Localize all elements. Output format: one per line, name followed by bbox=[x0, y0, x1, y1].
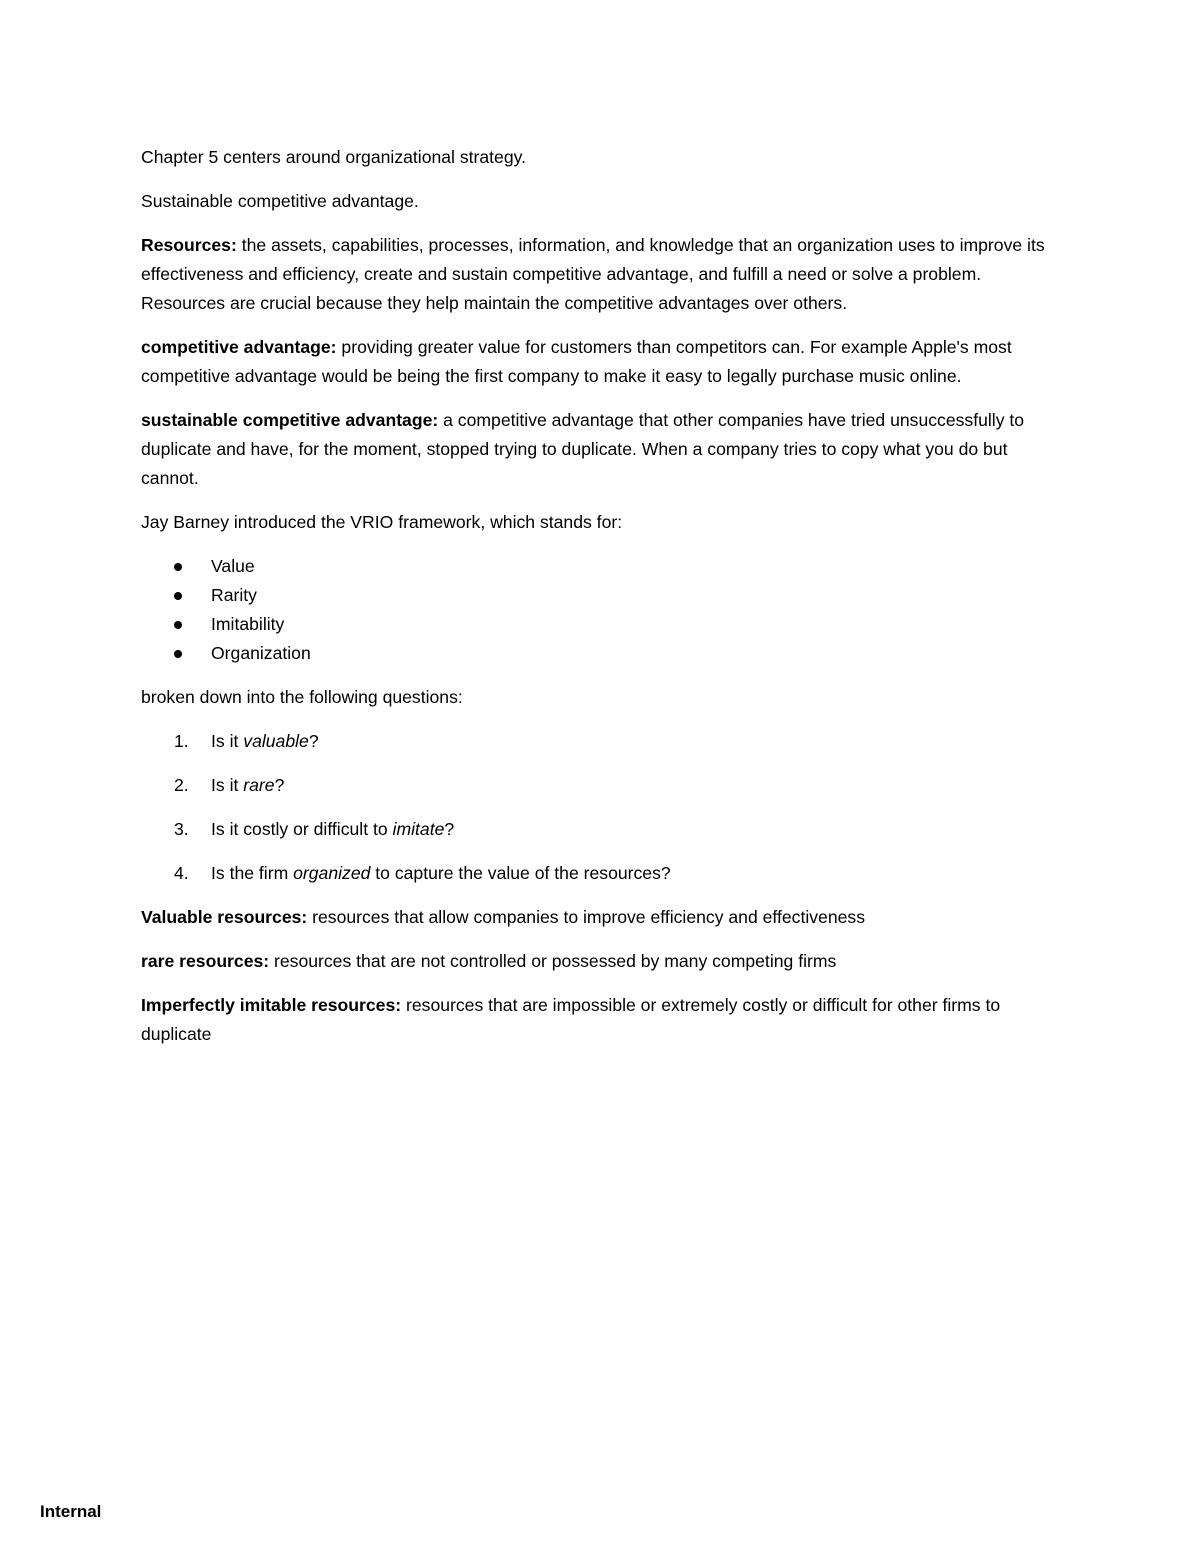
question-text-end: to capture the value of the resources? bbox=[370, 863, 671, 883]
list-item bbox=[141, 639, 1046, 668]
question-emphasis: organized bbox=[293, 863, 371, 883]
list-item bbox=[141, 727, 1046, 756]
vrio-item-label: Organization bbox=[211, 643, 311, 663]
vrio-item-label: Imitability bbox=[211, 614, 285, 634]
vrio-item-label: Value bbox=[211, 556, 255, 576]
sustainable-competitive-advantage-definition bbox=[141, 406, 1046, 493]
competitive-advantage-definition bbox=[141, 333, 1046, 391]
bullet-icon bbox=[174, 621, 182, 629]
intro-paragraph: Chapter 5 centers around organizational strategy. bbox=[141, 147, 527, 167]
valuable-resources-definition bbox=[141, 903, 1046, 932]
bullet-icon bbox=[174, 650, 182, 658]
rare-resources-text: resources that are not controlled or possessed by many competing firms bbox=[269, 951, 837, 971]
valuable-resources-text: resources that allow companies to improve efficiency and effectiveness bbox=[307, 907, 866, 927]
imperfectly-imitable-definition bbox=[141, 991, 1046, 1049]
question-text-end: ? bbox=[444, 819, 455, 839]
resources-text: the assets, capabilities, processes, information, and knowledge that an organization uses to improve its effectiveness and efficiency, create and sustain competitive advantage, and fulfill a need or solve a problem. Resources are crucial because they help maintain the competitive advantages over others. bbox=[141, 235, 1045, 313]
questions-list bbox=[141, 727, 1046, 888]
imperfectly-imitable-text: resources that are impossible or extremely costly or difficult for other firms to duplicate bbox=[141, 995, 1001, 1044]
bullet-icon bbox=[174, 563, 182, 571]
question-text-end: ? bbox=[274, 775, 285, 795]
list-item bbox=[141, 815, 1046, 844]
document-body bbox=[141, 143, 1046, 1064]
questions-intro-paragraph: broken down into the following questions: bbox=[141, 687, 463, 707]
list-item bbox=[141, 610, 1046, 639]
competitive-advantage-text: providing greater value for customers than competitors can. For example Apple's most competitive advantage would be being the first company to make it easy to legally purchase music online. bbox=[141, 337, 1012, 386]
question-text: Is it costly or difficult to bbox=[211, 819, 393, 839]
sustainable-competitive-advantage-term: sustainable competitive advantage: bbox=[141, 410, 439, 430]
list-item bbox=[141, 859, 1046, 888]
question-text: Is the firm bbox=[211, 863, 294, 883]
rare-resources-term: rare resources: bbox=[141, 951, 270, 971]
question-emphasis: imitate bbox=[392, 819, 445, 839]
question-number: 4. bbox=[174, 863, 189, 883]
sustainable-competitive-advantage-text: a competitive advantage that other companies have tried unsuccessfully to duplicate and have, for the moment, stopped trying to duplicate. When a company tries to copy what you do but cannot. bbox=[141, 410, 1025, 488]
imperfectly-imitable-term: Imperfectly imitable resources: bbox=[141, 995, 402, 1015]
question-number: 3. bbox=[174, 819, 189, 839]
list-item bbox=[141, 581, 1046, 610]
question-text-end: ? bbox=[308, 731, 319, 751]
question-text: Is it bbox=[211, 775, 244, 795]
resources-term: Resources: bbox=[141, 235, 237, 255]
competitive-advantage-term: competitive advantage: bbox=[141, 337, 337, 357]
list-item bbox=[141, 771, 1046, 800]
list-item bbox=[141, 552, 1046, 581]
valuable-resources-term: Valuable resources: bbox=[141, 907, 308, 927]
vrio-list bbox=[141, 552, 1046, 668]
vrio-intro-paragraph: Jay Barney introduced the VRIO framework, which stands for: bbox=[141, 512, 623, 532]
question-text: Is it bbox=[211, 731, 244, 751]
question-number: 2. bbox=[174, 775, 189, 795]
question-number: 1. bbox=[174, 731, 189, 751]
question-emphasis: rare bbox=[243, 775, 275, 795]
resources-definition bbox=[141, 231, 1046, 318]
question-emphasis: valuable bbox=[243, 731, 309, 751]
classification-label: Internal bbox=[40, 1502, 102, 1521]
subtitle-paragraph: Sustainable competitive advantage. bbox=[141, 191, 419, 211]
rare-resources-definition bbox=[141, 947, 1046, 976]
bullet-icon bbox=[174, 592, 182, 600]
vrio-item-label: Rarity bbox=[211, 585, 257, 605]
